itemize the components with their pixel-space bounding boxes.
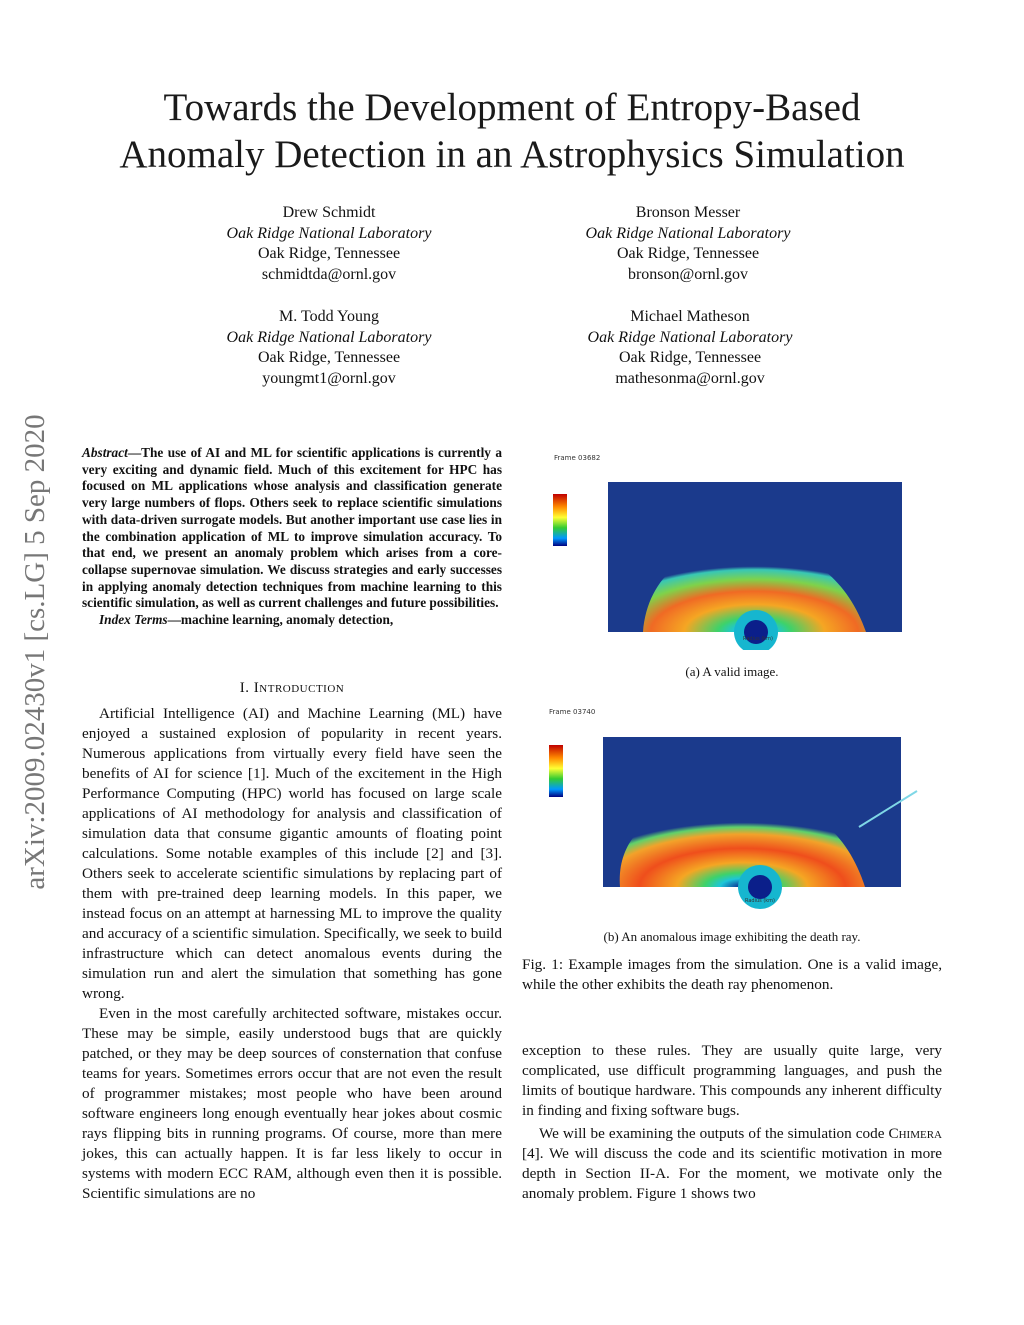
section-number: I. [239, 680, 254, 696]
author-affiliation: Oak Ridge National Laboratory [226, 224, 432, 242]
paragraph [522, 1124, 942, 1204]
code-name: Chimera [888, 1125, 942, 1142]
author-email: mathesonma@ornl.gov [615, 369, 765, 387]
title-line-2: Anomaly Detection in an Astrophysics Simulation [119, 133, 905, 176]
author-location: Oak Ridge, Tennessee [618, 349, 762, 366]
frame-label: Frame 03682 [554, 454, 601, 462]
figure-a-caption: (a) A valid image. [685, 664, 779, 679]
author-location: Oak Ridge, Tennessee [616, 245, 760, 262]
paragraph-text: We will be examining the outputs of the simulation code [539, 1125, 889, 1142]
author-block [179, 307, 479, 389]
paragraph: exception to these rules. They are usually quite large, very complicated, use difficult programming languages, and push the limits of boutique hardware. This compounds any inherent difficulty in finding and fixing software bugs. [522, 1042, 942, 1119]
colorbar [549, 745, 563, 797]
section-heading [82, 680, 502, 697]
figure-a-simulation-image [548, 450, 928, 650]
author-block [540, 307, 840, 389]
author-location: Oak Ridge, Tennessee [257, 245, 401, 262]
intro-left-column [82, 704, 502, 1204]
abstract-label: Abstract [82, 445, 128, 460]
author-name: Bronson Messer [635, 204, 741, 221]
author-email: youngmt1@ornl.gov [262, 369, 396, 387]
author-name: Michael Matheson [630, 308, 750, 325]
figure-caption: Fig. 1: Example images from the simulation. One is a valid image, while the other exhibits the death ray phenomenon. [522, 956, 942, 993]
index-terms-label: Index Terms [99, 612, 168, 628]
author-name: Drew Schmidt [282, 204, 376, 221]
author-block [179, 203, 479, 285]
author-email: schmidtda@ornl.gov [261, 265, 397, 283]
author-affiliation: Oak Ridge National Laboratory [585, 224, 791, 242]
x-axis-label: Radius (km) [742, 636, 774, 642]
core [748, 875, 772, 899]
x-axis-label: Radius (km) [744, 898, 776, 904]
paragraph-text: [4]. We will discuss the code and its scientific motivation in more depth in Section II-A. For the moment, we motivate only the anomaly problem. Figure 1 shows two [522, 1145, 942, 1202]
paragraph: Artificial Intelligence (AI) and Machine Learning (ML) have enjoyed a sustained explosion of popularity in recent years. Numerous applications from virtually every field have seen the benefits of AI for science [1]. Much of the excitement in the High Performance Computing (HPC) world has focused on large scale applications of AI methodology for analysis and classification of simulation data that consume gigantic amounts of floating point calculations. Some notable examples of this include [2] and [3]. Others seek to accelerate scientific simulations by replacing part of them with pre-trained deep learning models. In this paper, we instead focus on an attempt at harnessing ML to improve the quality and accuracy of a scientific simulation. Specifically, we seek to build infrastructure which can detect anomalous events during the simulation run and alert the simulation that something has gone wrong. [82, 705, 502, 1002]
abstract [82, 445, 502, 629]
figure-b-caption: (b) An anomalous image exhibiting the death ray. [603, 929, 861, 944]
author-name: M. Todd Young [279, 308, 379, 325]
intro-right-column [522, 1041, 942, 1204]
colorbar [553, 494, 567, 546]
arxiv-stamp: arXiv:2009.02430v1 [cs.LG] 5 Sep 2020 [19, 414, 51, 890]
section-title: Introduction [253, 680, 345, 696]
author-email: bronson@ornl.gov [627, 265, 749, 283]
frame-label: Frame 03740 [549, 708, 596, 716]
paragraph: Even in the most carefully architected software, mistakes occur. These may be simple, easily understood bugs that are quickly patched, or they may be deep sources of consternation that confuse teams for years. Sometimes errors occur that are not even the result of programmer mistakes; most people who have been around software engineers long enough eventually hear jokes about cosmic rays flipping bits in running programs. Of course, more than mere jokes, this can actually happen. It is far less likely to occur in systems with modern ECC RAM, although even then it is possible. Scientific simulations are no [82, 1005, 502, 1202]
title-line-1: Towards the Development of Entropy-Based [163, 86, 861, 129]
author-location: Oak Ridge, Tennessee [257, 349, 401, 366]
author-affiliation: Oak Ridge National Laboratory [226, 328, 432, 346]
paper-title [0, 84, 1024, 178]
index-terms-text: —machine learning, anomaly detection, [167, 612, 394, 628]
author-block [538, 203, 838, 285]
abstract-text: —The use of AI and ML for scientific applications is currently a very exciting and dynamic field. Much of this excitement for HPC has focused on ML applications whose analysis and classification generate very large numbers of flops. Others seek to replace scientific simulations with data-driven surrogate models. But another important use case lies in the combination application of ML to improve simulation accuracy. To that end, we present an anomaly problem which arises from a core-collapse supernovae simulation. We discuss strategies and early successes in applying anomaly detection techniques from machine learning to this scientific simulation, as well as current challenges and future possibilities. [82, 445, 502, 611]
figure-b-simulation-image [545, 705, 925, 910]
author-affiliation: Oak Ridge National Laboratory [587, 328, 793, 346]
